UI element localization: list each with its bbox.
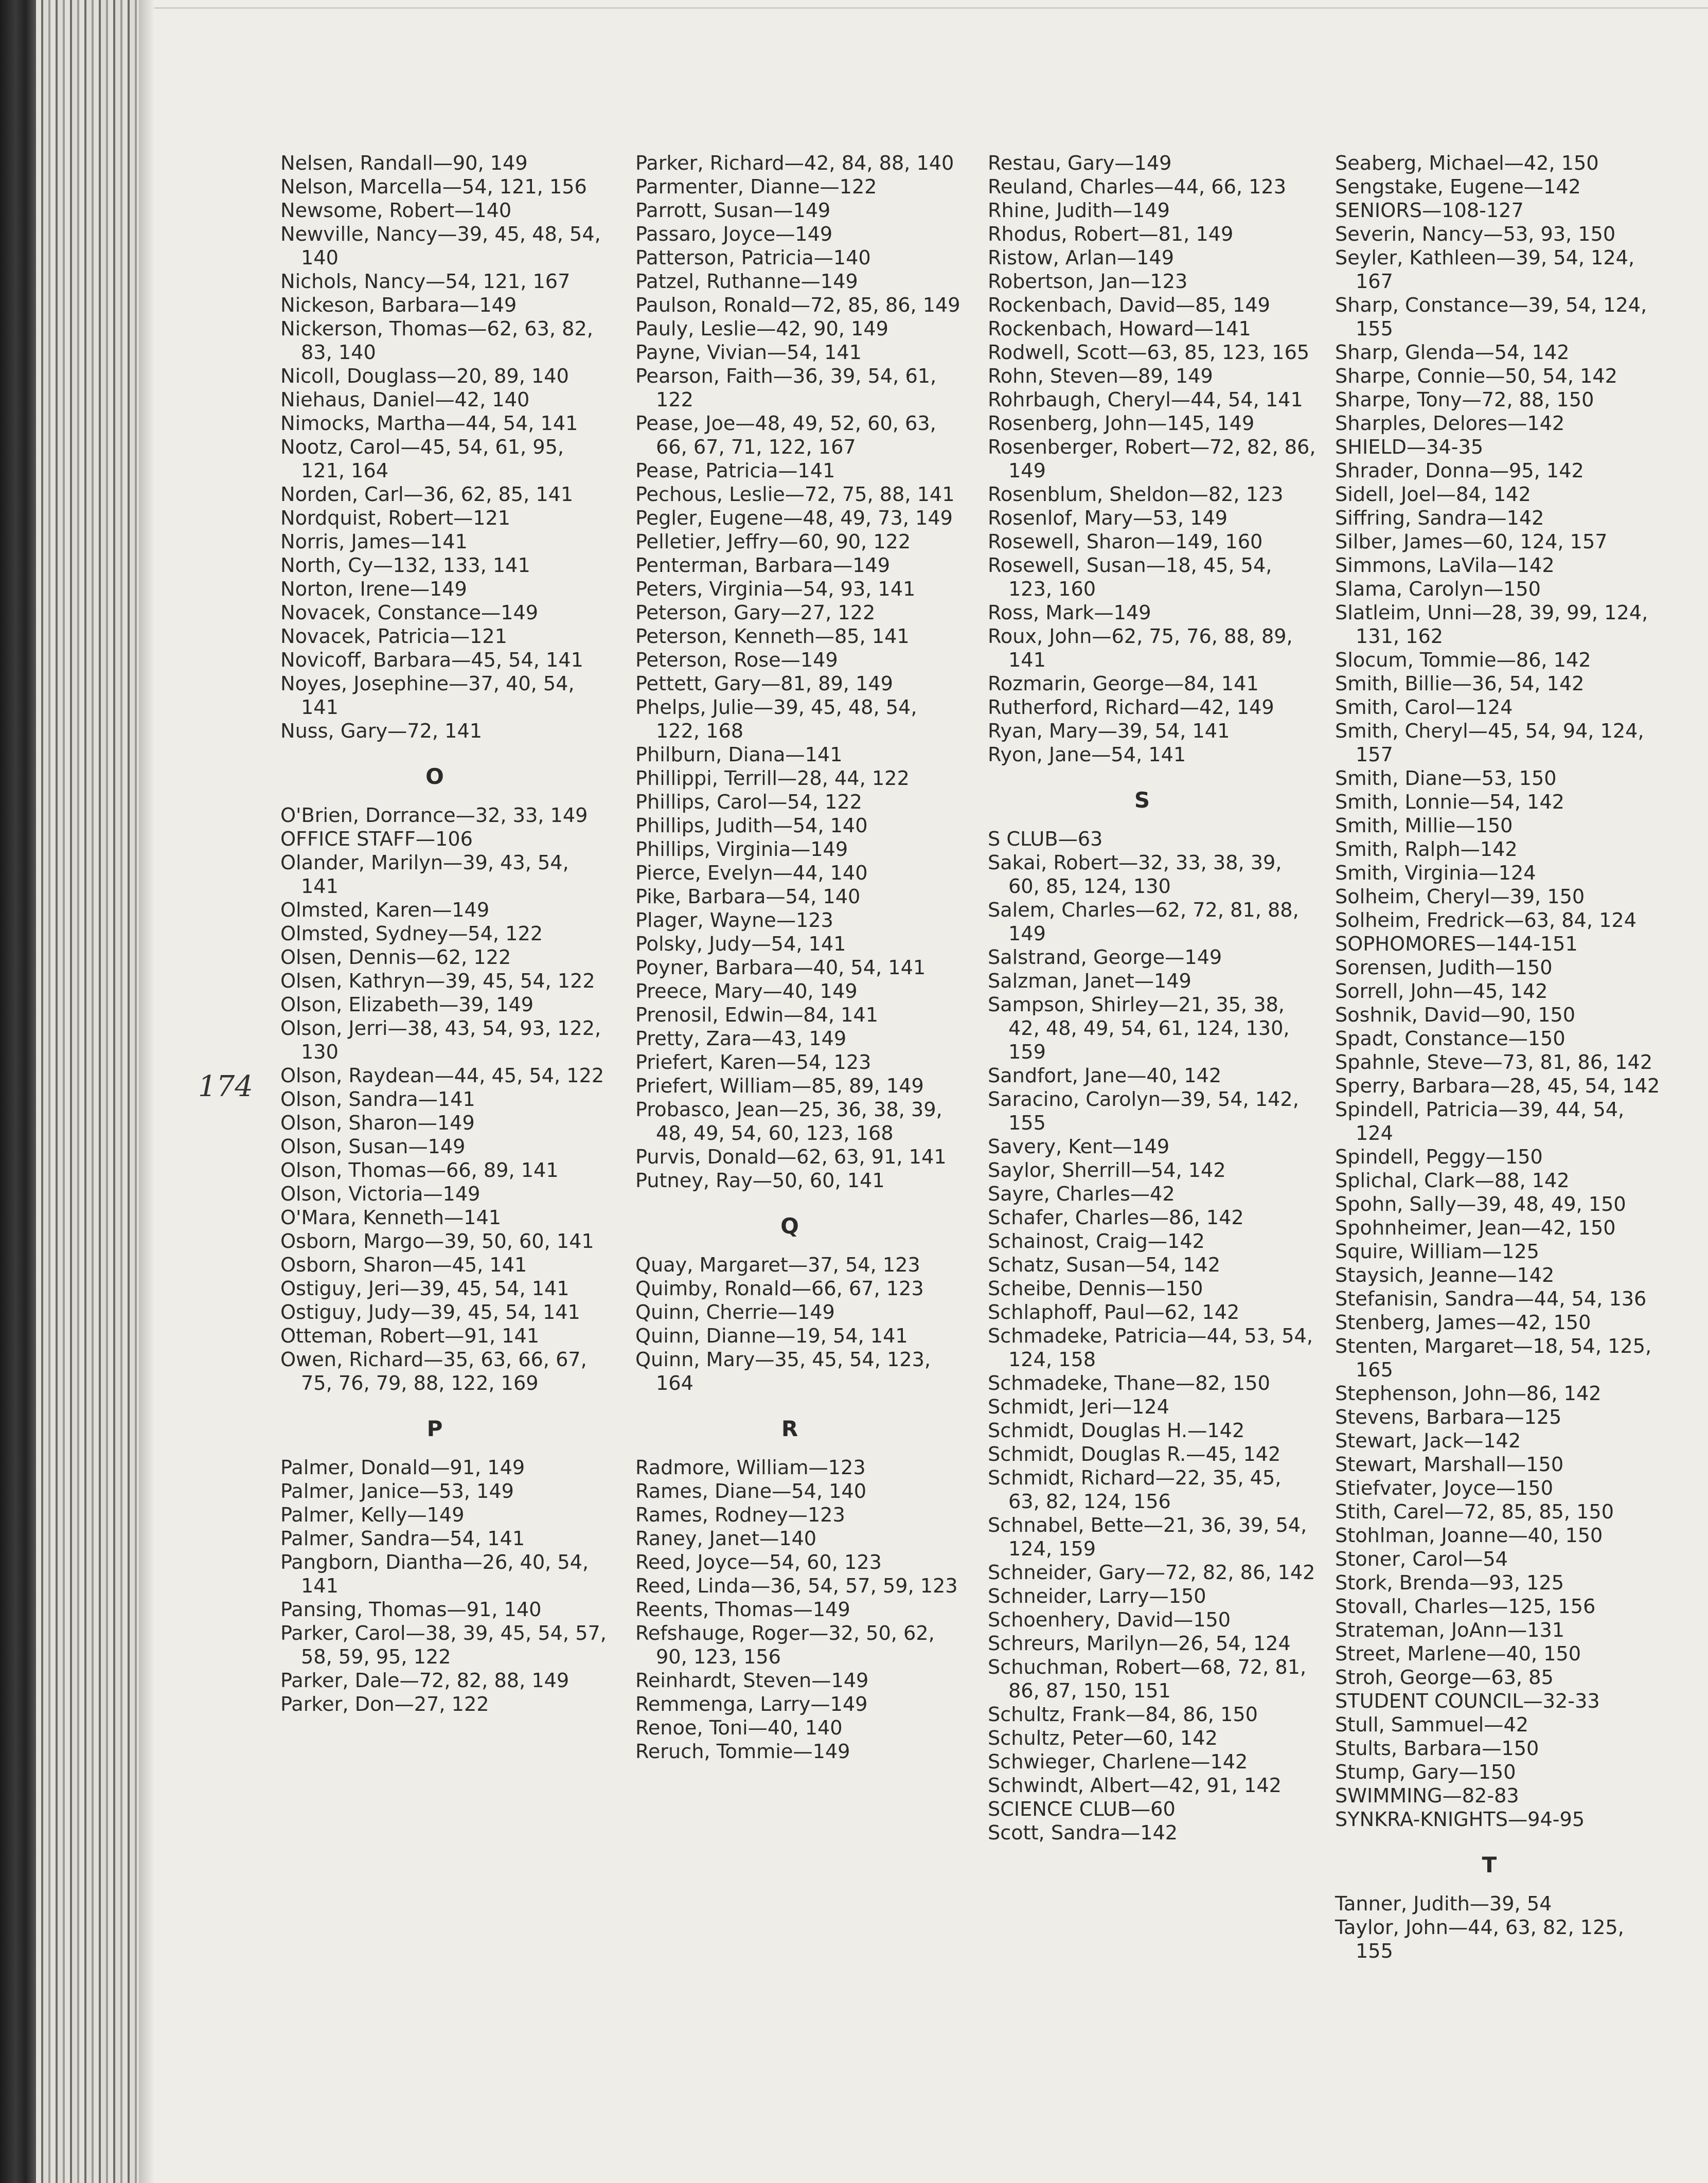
index-entry: Splichal, Clark—88, 142 (1335, 1170, 1570, 1192)
index-column-1 (280, 152, 610, 1716)
index-entry: Schultz, Peter—60, 142 (988, 1727, 1218, 1750)
section-letter: R (781, 1416, 798, 1441)
index-entry: Phelps, Julie—39, 45, 48, 54, 122, 168 (635, 696, 917, 743)
index-entry: Poyner, Barbara—40, 54, 141 (635, 957, 926, 979)
index-entry: Rames, Diane—54, 140 (635, 1480, 867, 1503)
index-entry: Stoner, Carol—54 (1335, 1548, 1508, 1571)
index-entry: Scheibe, Dennis—150 (988, 1278, 1203, 1300)
index-entry: Rohrbaugh, Cheryl—44, 54, 141 (988, 389, 1303, 411)
index-entry: Peterson, Kenneth—85, 141 (635, 625, 910, 648)
index-entry: Prenosil, Edwin—84, 141 (635, 1004, 879, 1027)
index-entry: Schmadeke, Patricia—44, 53, 54, 124, 158 (988, 1325, 1313, 1371)
index-entry: Norden, Carl—36, 62, 85, 141 (280, 484, 574, 506)
index-column-2 (635, 152, 965, 1764)
index-entry: Reruch, Tommie—149 (635, 1741, 850, 1763)
index-entry: Ostiguy, Jeri—39, 45, 54, 141 (280, 1278, 570, 1300)
index-entry: SOPHOMORES—144-151 (1335, 933, 1578, 956)
index-entry: Nelsen, Randall—90, 149 (280, 152, 528, 175)
index-entry: Stiefvater, Joyce—150 (1335, 1477, 1553, 1500)
index-entry: North, Cy—132, 133, 141 (280, 554, 530, 577)
index-entry: Smith, Lonnie—54, 142 (1335, 791, 1564, 814)
index-entry: Smith, Carol—124 (1335, 696, 1513, 719)
index-entry: Olsen, Kathryn—39, 45, 54, 122 (280, 970, 595, 993)
index-entry: Newville, Nancy—39, 45, 48, 54, 140 (280, 223, 601, 270)
index-entry: Pangborn, Diantha—26, 40, 54, 141 (280, 1551, 589, 1598)
index-entry: Quinn, Dianne—19, 54, 141 (635, 1325, 908, 1348)
page-number: 174 (198, 1070, 253, 1103)
index-entry: OFFICE STAFF—106 (280, 828, 473, 851)
index-entry: Quinn, Mary—35, 45, 54, 123, 164 (635, 1349, 931, 1395)
index-entry: Rhine, Judith—149 (988, 200, 1170, 222)
index-entry: Smith, Billie—36, 54, 142 (1335, 673, 1585, 695)
index-entry: Novacek, Constance—149 (280, 602, 539, 624)
index-entry: SENIORS—108-127 (1335, 200, 1524, 222)
index-entry: Reed, Joyce—54, 60, 123 (635, 1551, 882, 1574)
index-entry: Stenberg, James—42, 150 (1335, 1312, 1591, 1334)
index-entry: Phillips, Virginia—149 (635, 838, 848, 861)
index-entry: Schlaphoff, Paul—62, 142 (988, 1301, 1240, 1324)
index-entry: Pettett, Gary—81, 89, 149 (635, 673, 893, 695)
index-entry: Reuland, Charles—44, 66, 123 (988, 176, 1287, 199)
index-entry: Pansing, Thomas—91, 140 (280, 1599, 542, 1621)
index-entry: Putney, Ray—50, 60, 141 (635, 1170, 885, 1192)
index-entry: Stroh, George—63, 85 (1335, 1667, 1554, 1689)
index-entry: Pegler, Eugene—48, 49, 73, 149 (635, 507, 953, 530)
index-entry: Nichols, Nancy—54, 121, 167 (280, 271, 571, 293)
index-entry: Raney, Janet—140 (635, 1528, 817, 1550)
index-entry: Priefert, Karen—54, 123 (635, 1051, 871, 1074)
index-entry: Renoe, Toni—40, 140 (635, 1717, 843, 1740)
index-entry: Nordquist, Robert—121 (280, 507, 511, 530)
index-entry: Ryan, Mary—39, 54, 141 (988, 720, 1230, 743)
index-entry: Newsome, Robert—140 (280, 200, 512, 222)
index-entry: Pierce, Evelyn—44, 140 (635, 862, 868, 885)
index-entry: Remmenga, Larry—149 (635, 1693, 868, 1716)
index-entry: Patzel, Ruthanne—149 (635, 271, 858, 293)
index-entry: Sharp, Glenda—54, 142 (1335, 342, 1570, 364)
index-entry: Priefert, William—85, 89, 149 (635, 1075, 924, 1098)
index-entry: Norton, Irene—149 (280, 578, 467, 601)
index-entry: Salzman, Janet—149 (988, 970, 1191, 993)
index-entry: Parker, Carol—38, 39, 45, 54, 57, 58, 59, 95, 122 (280, 1622, 607, 1669)
index-entry: Ostiguy, Judy—39, 45, 54, 141 (280, 1301, 580, 1324)
index-entry: Sharpe, Tony—72, 88, 150 (1335, 389, 1594, 411)
index-entry: O'Mara, Kenneth—141 (280, 1207, 502, 1229)
index-entry: Philburn, Diana—141 (635, 744, 843, 766)
index-entry: Ross, Mark—149 (988, 602, 1151, 624)
index-entry: Rosewell, Sharon—149, 160 (988, 531, 1263, 553)
index-entry: Owen, Richard—35, 63, 66, 67, 75, 76, 79, 88, 122, 169 (280, 1349, 587, 1395)
index-entry: Stork, Brenda—93, 125 (1335, 1572, 1564, 1595)
index-entry: Rosewell, Susan—18, 45, 54, 123, 160 (988, 554, 1272, 601)
index-entry: Rosenberg, John—145, 149 (988, 413, 1255, 435)
index-entry: Sorensen, Judith—150 (1335, 957, 1553, 979)
index-entry: Robertson, Jan—123 (988, 271, 1188, 293)
index-entry: SWIMMING—82-83 (1335, 1785, 1519, 1808)
index-entry: Olmsted, Sydney—54, 122 (280, 923, 543, 945)
index-entry: Stephenson, John—86, 142 (1335, 1383, 1602, 1405)
index-entry: Quay, Margaret—37, 54, 123 (635, 1254, 920, 1277)
index-entry: Pease, Patricia—141 (635, 460, 835, 482)
index-entry: Pechous, Leslie—72, 75, 88, 141 (635, 484, 955, 506)
index-entry: Sandfort, Jane—40, 142 (988, 1065, 1222, 1087)
index-entry: Olander, Marilyn—39, 43, 54, 141 (280, 852, 569, 898)
index-entry: Passaro, Joyce—149 (635, 223, 833, 246)
index-entry: Spadt, Constance—150 (1335, 1028, 1565, 1050)
index-entry: Squire, William—125 (1335, 1241, 1539, 1263)
index-entry: Stohlman, Joanne—40, 150 (1335, 1525, 1603, 1547)
index-entry: Sharp, Constance—39, 54, 124, 155 (1335, 294, 1647, 341)
index-entry: Nickerson, Thomas—62, 63, 82, 83, 140 (280, 318, 593, 364)
index-entry: Palmer, Janice—53, 149 (280, 1480, 514, 1503)
index-entry: Schmadeke, Thane—82, 150 (988, 1372, 1270, 1395)
index-entry: Rohn, Steven—89, 149 (988, 365, 1213, 388)
index-column-3 (988, 152, 1317, 1845)
index-entry: Ryon, Jane—54, 141 (988, 744, 1186, 766)
index-entry: Pauly, Leslie—42, 90, 149 (635, 318, 888, 341)
index-entry: Parrott, Susan—149 (635, 200, 831, 222)
index-entry: Pike, Barbara—54, 140 (635, 886, 861, 908)
top-page-edge (154, 7, 1708, 9)
index-entry: Schreurs, Marilyn—26, 54, 124 (988, 1633, 1291, 1655)
index-entry: Schneider, Gary—72, 82, 86, 142 (988, 1562, 1315, 1584)
index-entry: Solheim, Cheryl—39, 150 (1335, 886, 1585, 908)
index-entry: Preece, Mary—40, 149 (635, 980, 858, 1003)
index-entry: Plager, Wayne—123 (635, 909, 833, 932)
index-entry: Schnabel, Bette—21, 36, 39, 54, 124, 159 (988, 1514, 1307, 1561)
index-entry: Schmidt, Douglas R.—45, 142 (988, 1443, 1281, 1466)
index-entry: Rodwell, Scott—63, 85, 123, 165 (988, 342, 1310, 364)
index-entry: Schwindt, Albert—42, 91, 142 (988, 1775, 1282, 1797)
index-entry: Peters, Virginia—54, 93, 141 (635, 578, 916, 601)
index-entry: Schainost, Craig—142 (988, 1230, 1205, 1253)
index-entry: Smith, Millie—150 (1335, 815, 1513, 837)
index-entry: Olson, Sandra—141 (280, 1088, 475, 1111)
index-entry: SHIELD—34-35 (1335, 436, 1484, 459)
index-entry: Sengstake, Eugene—142 (1335, 176, 1581, 199)
index-entry: Peterson, Rose—149 (635, 649, 838, 672)
index-entry: Phillips, Judith—54, 140 (635, 815, 868, 837)
index-entry: Salstrand, George—149 (988, 946, 1222, 969)
index-entry: Schmidt, Jeri—124 (988, 1396, 1169, 1419)
index-entry: Probasco, Jean—25, 36, 38, 39, 48, 49, 54, 60, 123, 168 (635, 1099, 942, 1145)
index-entry: Nicoll, Douglass—20, 89, 140 (280, 365, 569, 388)
index-entry: Strateman, JoAnn—131 (1335, 1619, 1565, 1642)
index-entry: Rozmarin, George—84, 141 (988, 673, 1259, 695)
index-entry: Olmsted, Karen—149 (280, 899, 490, 922)
index-entry: Smith, Ralph—142 (1335, 838, 1518, 861)
index-entry: Savery, Kent—149 (988, 1136, 1170, 1158)
index-entry: Street, Marlene—40, 150 (1335, 1643, 1581, 1666)
index-entry: Schwieger, Charlene—142 (988, 1751, 1248, 1774)
index-entry: Olson, Jerri—38, 43, 54, 93, 122, 130 (280, 1017, 601, 1064)
index-entry: Stenten, Margaret—18, 54, 125, 165 (1335, 1335, 1652, 1382)
index-entry: Purvis, Donald—62, 63, 91, 141 (635, 1146, 947, 1169)
index-entry: Osborn, Sharon—45, 141 (280, 1254, 527, 1277)
index-entry: Shrader, Donna—95, 142 (1335, 460, 1584, 482)
index-entry: Simmons, LaVila—142 (1335, 554, 1555, 577)
index-entry: Olson, Susan—149 (280, 1136, 466, 1158)
index-entry: O'Brien, Dorrance—32, 33, 149 (280, 804, 588, 827)
index-entry: Rosenlof, Mary—53, 149 (988, 507, 1228, 530)
index-entry: Noyes, Josephine—37, 40, 54, 141 (280, 673, 575, 719)
index-entry: Reents, Thomas—149 (635, 1599, 850, 1621)
index-entry: Ristow, Arlan—149 (988, 247, 1174, 270)
index-entry: Pearson, Faith—36, 39, 54, 61, 122 (635, 365, 937, 411)
index-entry: SCIENCE CLUB—60 (988, 1798, 1176, 1821)
index-entry: Staysich, Jeanne—142 (1335, 1264, 1555, 1287)
index-entry: Stevens, Barbara—125 (1335, 1406, 1562, 1429)
index-entry: Norris, James—141 (280, 531, 468, 553)
index-entry: Olson, Raydean—44, 45, 54, 122 (280, 1065, 604, 1087)
index-entry: Sidell, Joel—84, 142 (1335, 484, 1531, 506)
index-entry: Schuchman, Robert—68, 72, 81, 86, 87, 150, 151 (988, 1656, 1307, 1703)
index-entry: Niehaus, Daniel—42, 140 (280, 389, 530, 411)
index-entry: Soshnik, David—90, 150 (1335, 1004, 1576, 1027)
index-entry: Spahnle, Steve—73, 81, 86, 142 (1335, 1051, 1653, 1074)
index-entry: Sperry, Barbara—28, 45, 54, 142 (1335, 1075, 1660, 1098)
index-entry: Novicoff, Barbara—45, 54, 141 (280, 649, 583, 672)
index-column-4 (1335, 152, 1664, 1963)
index-entry: Palmer, Kelly—149 (280, 1504, 465, 1527)
gutter-shadow (139, 0, 154, 2183)
index-entry: Rames, Rodney—123 (635, 1504, 845, 1527)
index-entry: Quinn, Cherrie—149 (635, 1301, 835, 1324)
index-entry: S CLUB—63 (988, 828, 1103, 851)
index-entry: Schafer, Charles—86, 142 (988, 1207, 1244, 1229)
index-entry: Parmenter, Dianne—122 (635, 176, 877, 199)
index-entry: Parker, Richard—42, 84, 88, 140 (635, 152, 954, 175)
index-entry: Saracino, Carolyn—39, 54, 142, 155 (988, 1088, 1299, 1135)
index-entry: Stovall, Charles—125, 156 (1335, 1596, 1596, 1618)
index-entry: Rhodus, Robert—81, 149 (988, 223, 1234, 246)
index-entry: Schmidt, Douglas H.—142 (988, 1420, 1245, 1442)
index-entry: Severin, Nancy—53, 93, 150 (1335, 223, 1616, 246)
index-entry: Restau, Gary—149 (988, 152, 1172, 175)
index-entry: Polsky, Judy—54, 141 (635, 933, 846, 956)
index-entry: Seaberg, Michael—42, 150 (1335, 152, 1599, 175)
index-entry: Sakai, Robert—32, 33, 38, 39, 60, 85, 124, 130 (988, 852, 1282, 898)
index-entry: Silber, James—60, 124, 157 (1335, 531, 1608, 553)
index-entry: Schatz, Susan—54, 142 (988, 1254, 1221, 1277)
index-entry: Otteman, Robert—91, 141 (280, 1325, 540, 1348)
index-entry: Stewart, Marshall—150 (1335, 1454, 1564, 1476)
index-entry: Scott, Sandra—142 (988, 1822, 1178, 1845)
index-entry: Parker, Dale—72, 82, 88, 149 (280, 1670, 570, 1692)
index-entry: Rockenbach, David—85, 149 (988, 294, 1270, 317)
index-entry: Rosenberger, Robert—72, 82, 86, 149 (988, 436, 1316, 482)
index-entry: Slocum, Tommie—86, 142 (1335, 649, 1591, 672)
index-entry: Sampson, Shirley—21, 35, 38, 42, 48, 49, 54, 61, 124, 130, 159 (988, 994, 1290, 1064)
index-entry: Salem, Charles—62, 72, 81, 88, 149 (988, 899, 1299, 945)
index-entry: Olson, Thomas—66, 89, 141 (280, 1159, 559, 1182)
index-entry: Paulson, Ronald—72, 85, 86, 149 (635, 294, 960, 317)
section-letter: S (1134, 788, 1150, 813)
index-entry: Novacek, Patricia—121 (280, 625, 507, 648)
index-entry: Seyler, Kathleen—39, 54, 124, 167 (1335, 247, 1635, 293)
index-entry: Sorrell, John—45, 142 (1335, 980, 1548, 1003)
index-entry: Parker, Don—27, 122 (280, 1693, 489, 1716)
index-entry: Tanner, Judith—39, 54 (1335, 1893, 1552, 1916)
index-entry: Rockenbach, Howard—141 (988, 318, 1251, 341)
index-entry: Phillippi, Terrill—28, 44, 122 (635, 767, 910, 790)
index-entry: Patterson, Patricia—140 (635, 247, 871, 270)
index-entry: Roux, John—62, 75, 76, 88, 89, 141 (988, 625, 1293, 672)
index-entry: Olsen, Dennis—62, 122 (280, 946, 511, 969)
index-entry: Stith, Carel—72, 85, 85, 150 (1335, 1501, 1614, 1524)
index-entry: Spohnheimer, Jean—42, 150 (1335, 1217, 1616, 1240)
index-entry: Slatleim, Unni—28, 39, 99, 124, 131, 162 (1335, 602, 1648, 648)
index-entry: Nelson, Marcella—54, 121, 156 (280, 176, 587, 199)
index-entry: Olson, Victoria—149 (280, 1183, 481, 1206)
index-entry: Sharples, Delores—142 (1335, 413, 1565, 435)
section-letter: P (426, 1416, 443, 1441)
index-entry: Radmore, William—123 (635, 1457, 866, 1479)
index-entry: Stults, Barbara—150 (1335, 1738, 1539, 1760)
index-entry: Stull, Sammuel—42 (1335, 1714, 1529, 1737)
index-entry: Quimby, Ronald—66, 67, 123 (635, 1278, 924, 1300)
index-entry: Slama, Carolyn—150 (1335, 578, 1541, 601)
index-entry: Refshauge, Roger—32, 50, 62, 90, 123, 156 (635, 1622, 935, 1669)
section-letter: O (425, 764, 444, 789)
index-entry: Spohn, Sally—39, 48, 49, 150 (1335, 1193, 1626, 1216)
index-entry: Sharpe, Connie—50, 54, 142 (1335, 365, 1617, 388)
index-entry: Rosenblum, Sheldon—82, 123 (988, 484, 1284, 506)
section-letter: T (1482, 1852, 1497, 1877)
index-entry: Stewart, Jack—142 (1335, 1430, 1521, 1453)
index-entry: Osborn, Margo—39, 50, 60, 141 (280, 1230, 594, 1253)
index-entry: Smith, Cheryl—45, 54, 94, 124, 157 (1335, 720, 1644, 766)
index-entry: STUDENT COUNCIL—32-33 (1335, 1690, 1600, 1713)
section-letter: Q (780, 1213, 799, 1239)
index-entry: Palmer, Sandra—54, 141 (280, 1528, 525, 1550)
index-entry: Nickeson, Barbara—149 (280, 294, 517, 317)
index-entry: Pelletier, Jeffry—60, 90, 122 (635, 531, 911, 553)
index-entry: Reinhardt, Steven—149 (635, 1670, 869, 1692)
index-entry: Smith, Virginia—124 (1335, 862, 1536, 885)
index-entry: Taylor, John—44, 63, 82, 125, 155 (1335, 1917, 1624, 1963)
index-entry: Rutherford, Richard—42, 149 (988, 696, 1274, 719)
index-entry: Nootz, Carol—45, 54, 61, 95, 121, 164 (280, 436, 564, 482)
index-entry: Sayre, Charles—42 (988, 1183, 1175, 1206)
index-entry: Siffring, Sandra—142 (1335, 507, 1544, 530)
index-entry: Phillips, Carol—54, 122 (635, 791, 862, 814)
index-entry: Nuss, Gary—72, 141 (280, 720, 483, 743)
index-entry: Olson, Sharon—149 (280, 1112, 475, 1135)
index-entry: Stump, Gary—150 (1335, 1761, 1516, 1784)
index-entry: Palmer, Donald—91, 149 (280, 1457, 525, 1479)
index-entry: Reed, Linda—36, 54, 57, 59, 123 (635, 1575, 958, 1598)
index-entry: Solheim, Fredrick—63, 84, 124 (1335, 909, 1637, 932)
index-entry: Saylor, Sherrill—54, 142 (988, 1159, 1226, 1182)
index-entry: Peterson, Gary—27, 122 (635, 602, 876, 624)
book-binding-edge (0, 0, 36, 2183)
index-entry: Schultz, Frank—84, 86, 150 (988, 1704, 1258, 1726)
index-entry: Penterman, Barbara—149 (635, 554, 891, 577)
index-entry: Olson, Elizabeth—39, 149 (280, 994, 534, 1016)
index-entry: Smith, Diane—53, 150 (1335, 767, 1557, 790)
index-entry: Stefanisin, Sandra—44, 54, 136 (1335, 1288, 1647, 1311)
index-entry: Payne, Vivian—54, 141 (635, 342, 862, 364)
index-entry: Nimocks, Martha—44, 54, 141 (280, 413, 578, 435)
index-entry: Pease, Joe—48, 49, 52, 60, 63, 66, 67, 71, 122, 167 (635, 413, 936, 459)
index-entry: Spindell, Patricia—39, 44, 54, 124 (1335, 1099, 1625, 1145)
index-entry: SYNKRA-KNIGHTS—94-95 (1335, 1809, 1585, 1831)
index-entry: Pretty, Zara—43, 149 (635, 1028, 847, 1050)
index-entry: Schneider, Larry—150 (988, 1585, 1206, 1608)
index-entry: Schmidt, Richard—22, 35, 45, 63, 82, 124, 156 (988, 1467, 1282, 1513)
index-entry: Schoenhery, David—150 (988, 1609, 1231, 1632)
index-entry: Spindell, Peggy—150 (1335, 1146, 1543, 1169)
